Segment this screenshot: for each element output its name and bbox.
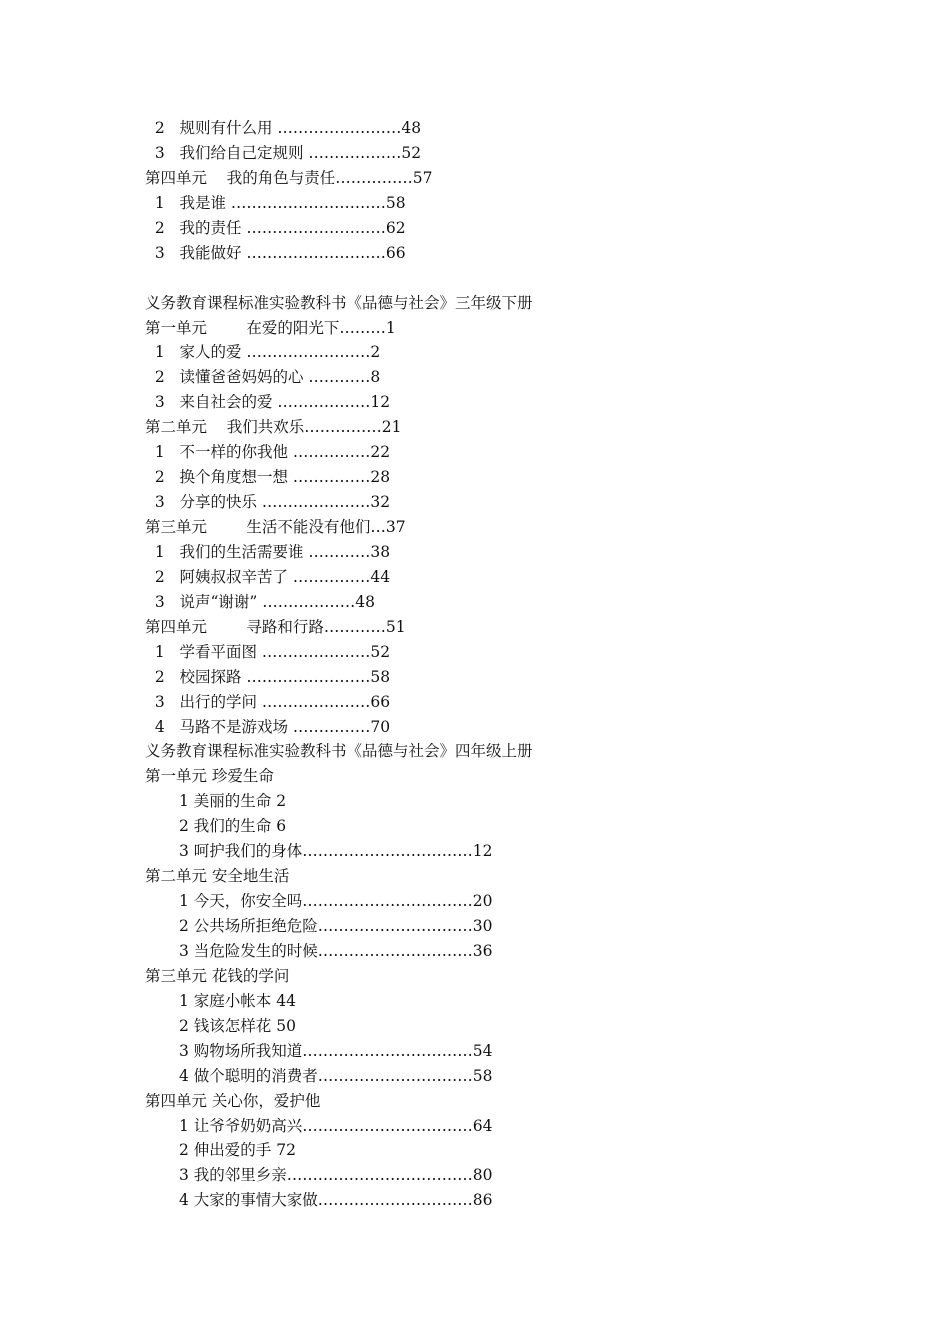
toc-line: 4 大家的事情大家做…………………………86 — [179, 1191, 493, 1210]
toc-line: 3 购物场所我知道……………………………54 — [179, 1041, 493, 1060]
toc-line: 2 钱该怎样花 50 — [179, 1016, 296, 1035]
toc-line: 3 说声“谢谢” ………………48 — [145, 592, 375, 611]
toc-line: 1 家人的爱 ……………………2 — [145, 343, 381, 362]
blank-line — [145, 266, 845, 291]
toc-line: 2 校园探路 ……………………58 — [145, 667, 391, 686]
toc-line: 第二单元 我们共欢乐……………21 — [145, 418, 402, 437]
toc-line: 3 我们给自己定规则 ………………52 — [145, 143, 422, 162]
toc-line: 2 阿姨叔叔辛苦了 ……………44 — [145, 567, 391, 586]
toc-line: 第一单元 珍爱生命 — [145, 767, 274, 786]
toc-line: 1 我们的生活需要谁 …………38 — [145, 542, 391, 561]
toc-line: 第二单元 安全地生活 — [145, 867, 290, 886]
toc-line: 第三单元 花钱的学问 — [145, 966, 290, 985]
toc-line: 3 来自社会的爱 ………………12 — [145, 393, 391, 412]
toc-line: 3 分享的快乐 …………………32 — [145, 493, 391, 512]
toc-line: 第四单元 关心你，爱护他 — [145, 1091, 321, 1110]
toc-line: 2 读懂爸爸妈妈的心 …………8 — [145, 368, 381, 387]
table-of-contents — [145, 116, 845, 1213]
toc-line: 2 我的责任 ………………………62 — [145, 218, 406, 237]
toc-line: 3 我的邻里乡亲………………………………80 — [179, 1166, 493, 1185]
toc-line: 1 今天，你安全吗……………………………20 — [179, 892, 493, 911]
toc-line: 第四单元 我的角色与责任……………57 — [145, 168, 433, 187]
toc-line: 第三单元 生活不能没有他们…37 — [145, 518, 406, 536]
toc-line: 1 学看平面图 …………………52 — [145, 642, 391, 661]
toc-line: 第四单元 寻路和行路…………51 — [145, 617, 406, 636]
toc-line: 1 美丽的生命 2 — [179, 792, 287, 811]
toc-line: 2 我们的生命 6 — [179, 817, 287, 836]
toc-line: 3 当危险发生的时候…………………………36 — [179, 941, 493, 960]
toc-line: 3 我能做好 ………………………66 — [145, 243, 406, 262]
toc-line: 2 换个角度想一想 ……………28 — [145, 468, 391, 487]
toc-line: 3 呵护我们的身体……………………………12 — [179, 842, 493, 861]
toc-line: 2 公共场所拒绝危险…………………………30 — [179, 917, 493, 935]
toc-line: 2 规则有什么用 ……………………48 — [145, 119, 422, 137]
toc-line: 1 家庭小帐本 44 — [179, 991, 296, 1010]
toc-line: 第一单元 在爱的阳光下………1 — [145, 318, 396, 337]
toc-line: 义务教育课程标准实验教科书《品德与社会》四年级上册 — [145, 742, 533, 761]
toc-line: 1 让爷爷奶奶高兴……………………………64 — [179, 1116, 493, 1135]
toc-line: 1 我是谁 …………………………58 — [145, 193, 406, 212]
toc-line: 3 出行的学问 …………………66 — [145, 692, 391, 711]
toc-line: 4 做个聪明的消费者…………………………58 — [179, 1066, 493, 1085]
toc-line: 4 马路不是游戏场 ……………70 — [145, 717, 391, 736]
toc-line: 义务教育课程标准实验教科书《品德与社会》三年级下册 — [145, 293, 533, 312]
toc-line: 2 伸出爱的手 72 — [179, 1141, 296, 1160]
toc-line: 1 不一样的你我他 ……………22 — [145, 443, 391, 462]
